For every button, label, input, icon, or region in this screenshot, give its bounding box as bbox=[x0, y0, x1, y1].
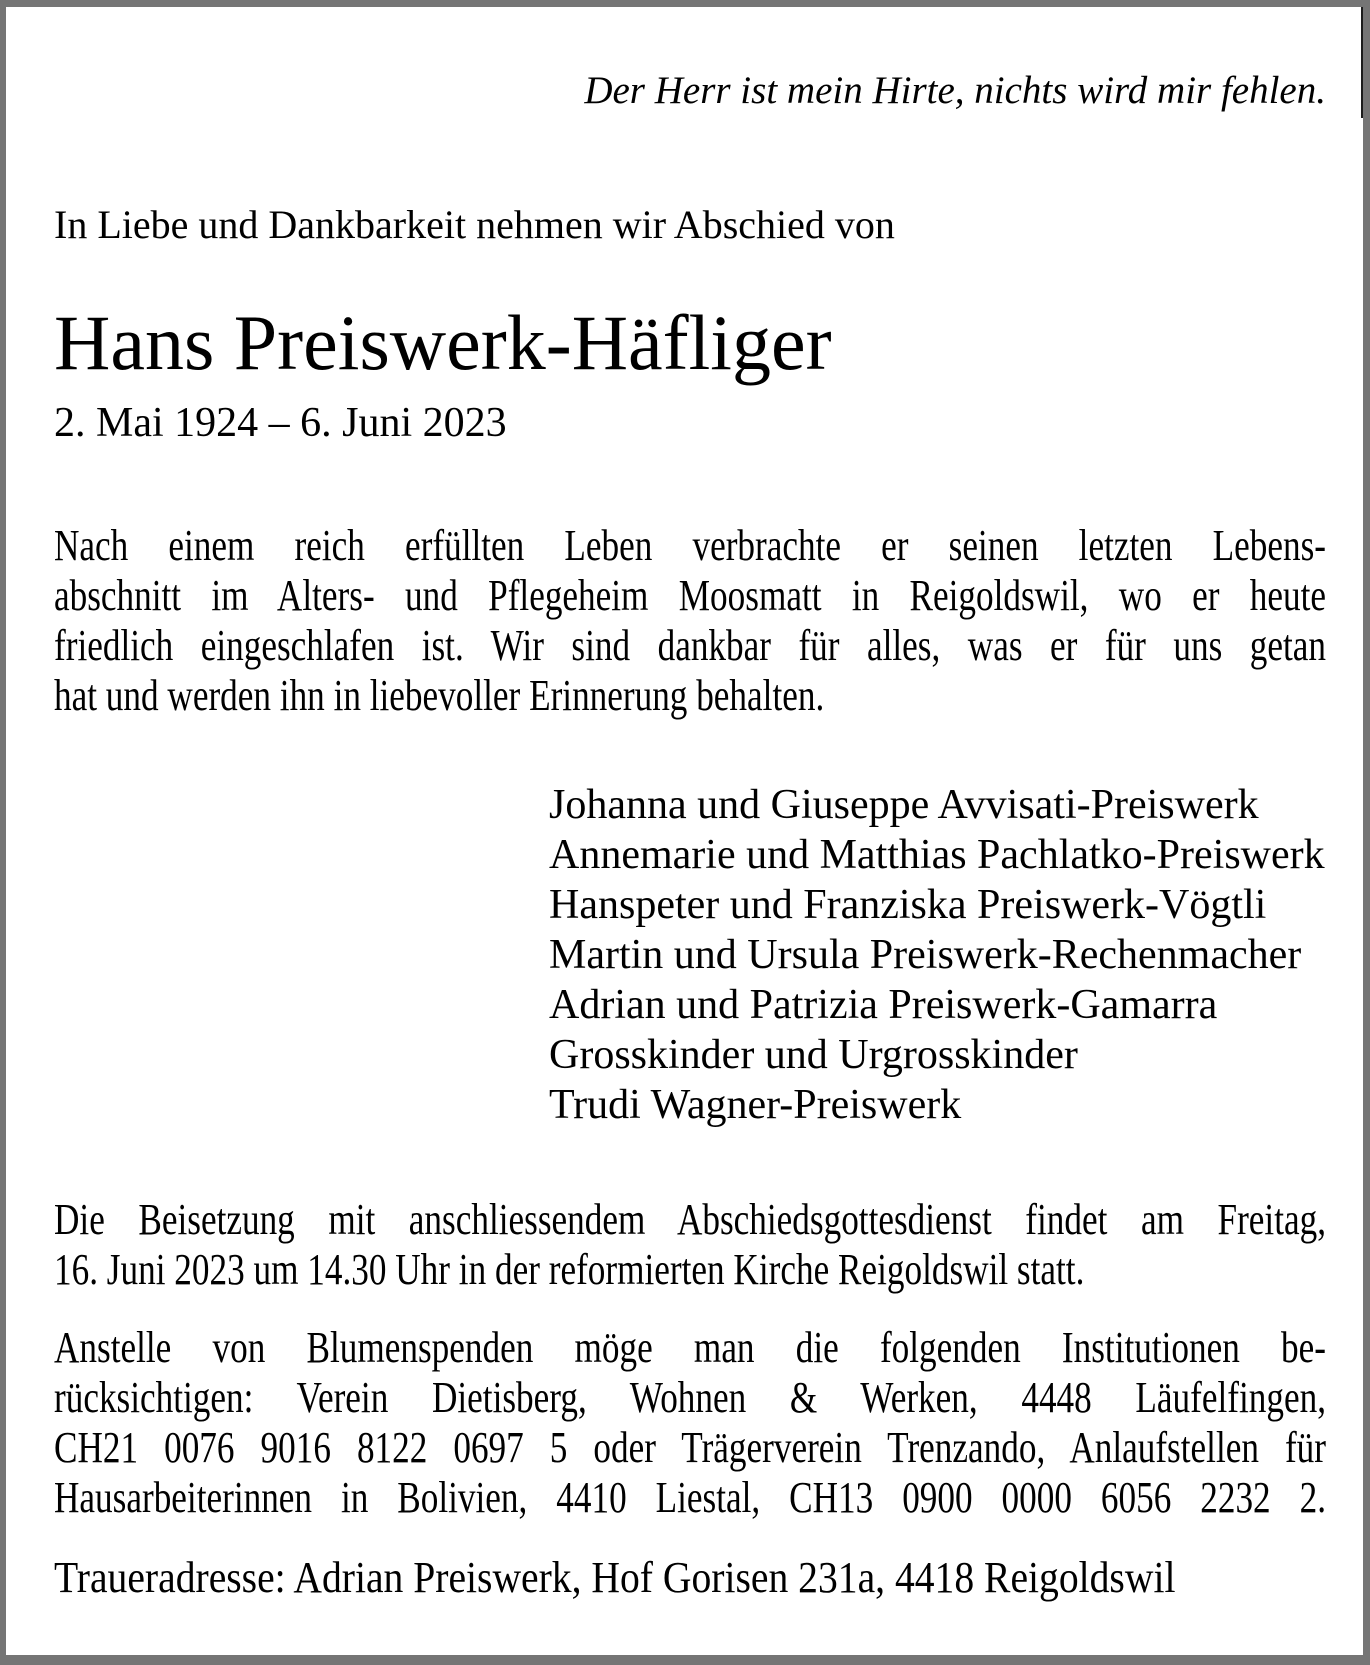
mourning-address-line: Traueradresse: Adrian Preiswerk, Hof Gorisen 231a, 4418 Reigoldswil bbox=[54, 1553, 1176, 1602]
mourner-name: Johanna und Giuseppe Avvisati-Preiswerk bbox=[549, 782, 1259, 828]
obituary-line: friedlich eingeschlafen ist. Wir sind dankbar für alles, was er für uns getan bbox=[54, 621, 1326, 670]
mourner-name: Annemarie und Matthias Pachlatko-Preiswerk bbox=[549, 832, 1325, 878]
life-dates: 2. Mai 1924 – 6. Juni 2023 bbox=[54, 400, 507, 446]
donation-line: rücksichtigen: Verein Dietisberg, Wohnen & Werken, 4448 Läufelfingen, bbox=[54, 1373, 1326, 1422]
frame-top-right-accent bbox=[1240, 0, 1370, 2]
mourner-name: Hanspeter und Franziska Preiswerk-Vögtli bbox=[549, 882, 1267, 928]
intro-line: In Liebe und Dankbarkeit nehmen wir Abschied von bbox=[54, 202, 895, 247]
mourner-name: Trudi Wagner-Preiswerk bbox=[549, 1082, 962, 1128]
funeral-line: Die Beisetzung mit anschliessendem Abschiedsgottesdienst findet am Freitag, bbox=[54, 1195, 1326, 1244]
mourner-name: Adrian und Patrizia Preiswerk-Gamarra bbox=[549, 982, 1218, 1028]
obituary-line: Nach einem reich erfüllten Leben verbrachte er seinen letzten Lebens- bbox=[54, 521, 1326, 570]
funeral-paragraph bbox=[54, 1195, 1326, 1295]
frame-top-accent bbox=[0, 0, 430, 3]
frame-right-accent bbox=[1361, 0, 1363, 118]
obituary-line: hat und werden ihn in liebevoller Erinnerung behalten. bbox=[54, 671, 825, 720]
mourner-name: Grosskinder und Urgrosskinder bbox=[549, 1032, 1078, 1078]
mourning-address bbox=[54, 1553, 1326, 1603]
obituary-paragraph bbox=[54, 521, 1326, 721]
donation-line: Hausarbeiterinnen in Bolivien, 4410 Liestal, CH13 0900 0000 6056 2232 2. bbox=[54, 1473, 1326, 1522]
deceased-name: Hans Preiswerk-Häfliger bbox=[54, 299, 832, 386]
mourner-name: Martin und Ursula Preiswerk-Rechenmacher bbox=[549, 932, 1302, 978]
obituary-line: abschnitt im Alters- und Pflegeheim Moosmatt in Reigoldswil, wo er heute bbox=[54, 571, 1326, 620]
mourners-list bbox=[549, 780, 1363, 1130]
funeral-line: 16. Juni 2023 um 14.30 Uhr in der reformierten Kirche Reigoldswil statt. bbox=[54, 1245, 1085, 1294]
donation-line: CH21 0076 9016 8122 0697 5 oder Trägerverein Trenzando, Anlaufstellen für bbox=[54, 1423, 1326, 1472]
bible-verse: Der Herr ist mein Hirte, nichts wird mir fehlen. bbox=[584, 69, 1326, 112]
donations-paragraph bbox=[54, 1323, 1326, 1523]
donation-line: Anstelle von Blumenspenden möge man die folgenden Institutionen be- bbox=[54, 1323, 1326, 1372]
